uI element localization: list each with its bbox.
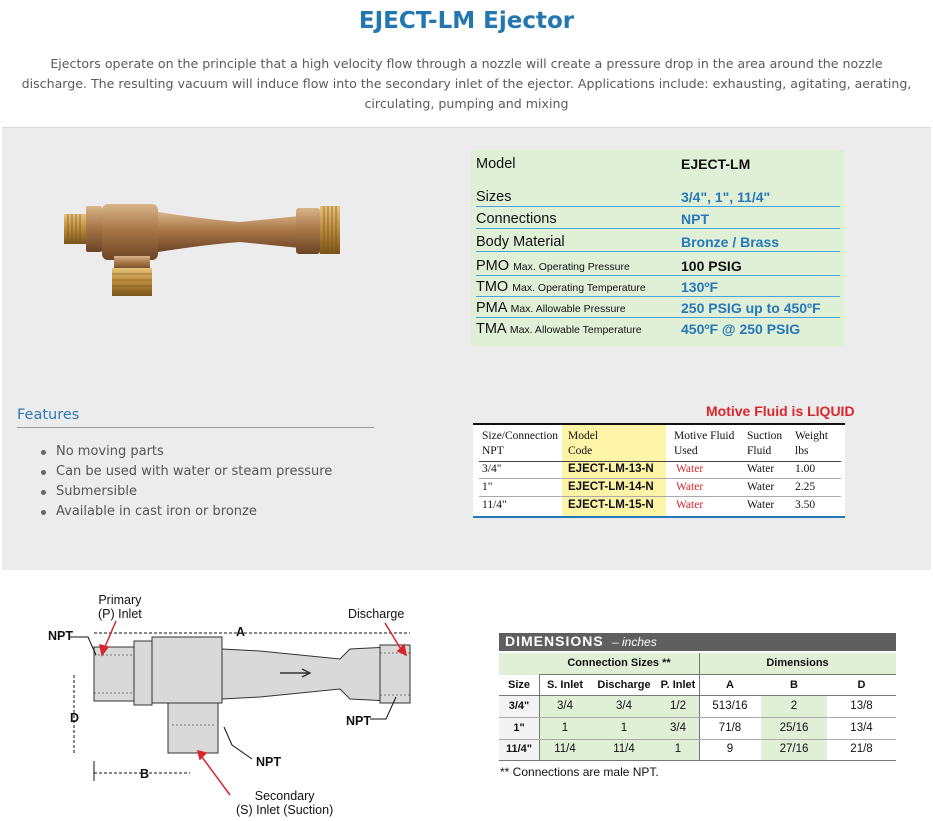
motive-fluid-title: Motive Fluid is LIQUID xyxy=(706,403,855,419)
spec-label: PMA xyxy=(476,300,507,316)
spec-row-tmo xyxy=(476,277,840,297)
cell: 3/4 xyxy=(616,700,632,712)
spec-label: PMO xyxy=(476,258,510,274)
cell: 13/4 xyxy=(850,722,873,734)
row-size: 1" xyxy=(482,481,493,493)
header-code: Model xyxy=(568,430,599,442)
row-size: 3/4" xyxy=(482,463,502,475)
spec-label: Model xyxy=(476,156,516,172)
npt-label-secondary: NPT xyxy=(256,755,281,769)
header-suction: Suction xyxy=(747,430,783,442)
cell: 1 xyxy=(561,722,569,734)
cell: 11/4" xyxy=(505,743,533,755)
row-weight: 2.25 xyxy=(795,481,816,493)
cell: 71/8 xyxy=(718,722,742,734)
dimensions-table xyxy=(499,633,896,761)
group-dimensions: Dimensions xyxy=(766,657,829,669)
spec-label: TMO xyxy=(476,279,509,295)
dimension-b-label: B xyxy=(140,767,150,781)
spec-row-tma xyxy=(476,319,840,339)
spec-table xyxy=(471,150,845,347)
spec-value: 100 PSIG xyxy=(681,258,742,274)
cell: 21/8 xyxy=(850,743,873,755)
row-suction: Water xyxy=(747,463,775,475)
row-fluid: Water xyxy=(676,499,704,511)
header-size-sub: NPT xyxy=(482,445,504,457)
dimension-diagram xyxy=(40,585,440,821)
group-connection-sizes: Connection Sizes ** xyxy=(567,657,671,669)
header-weight: Weight xyxy=(795,430,828,442)
dimension-d-label: D xyxy=(70,711,80,725)
dimensions-header xyxy=(499,633,896,651)
cell: 1 xyxy=(674,743,682,755)
col-a: A xyxy=(726,679,734,691)
col-s-inlet: S. Inlet xyxy=(546,679,584,691)
row-weight: 1.00 xyxy=(795,463,816,475)
header-suction-sub: Fluid xyxy=(747,445,772,457)
features-divider xyxy=(17,427,374,428)
spec-value: 3/4", 1", 11/4" xyxy=(681,189,771,205)
spec-row-pma xyxy=(476,298,840,318)
spec-label: Connections xyxy=(476,211,557,227)
col-p-inlet: P. Inlet xyxy=(660,679,696,691)
spec-value: 450ºF @ 250 PSIG xyxy=(681,321,801,337)
header-code-sub: Code xyxy=(568,445,593,457)
cell: 9 xyxy=(726,743,734,755)
row-fluid: Water xyxy=(676,481,704,493)
row-suction: Water xyxy=(747,481,775,493)
feature-item: Available in cast iron or bronze xyxy=(40,502,332,522)
spec-value: Bronze / Brass xyxy=(681,234,780,250)
col-d: D xyxy=(857,679,866,691)
primary-inlet-label: Primary (P) Inlet xyxy=(98,593,142,621)
col-b: B xyxy=(790,679,798,691)
spec-row-sizes xyxy=(476,187,840,207)
cell: 1/2 xyxy=(670,700,686,712)
discharge-label: Discharge xyxy=(348,607,405,621)
secondary-inlet-label: Secondary (S) Inlet (Suction) xyxy=(236,789,334,817)
cell: 11/4 xyxy=(554,743,576,755)
col-discharge: Discharge xyxy=(597,679,651,691)
spec-value: EJECT-LM xyxy=(681,156,751,172)
npt-label-discharge: NPT xyxy=(346,714,371,728)
features-list xyxy=(40,442,332,522)
spec-label: Body Material xyxy=(476,234,565,250)
cell: 2 xyxy=(790,700,798,712)
intro-paragraph: Ejectors operate on the principle that a high velocity flow through a nozzle will create a pressure drop in the area around the nozzle discharge. The resulting vacuum will induce flow into the secondary inlet of the ejector. Applications include: exhausting, agitating, aerating, circulating, pumping and mixing xyxy=(21,56,912,111)
header-weight-sub: lbs xyxy=(795,445,809,457)
row-code: EJECT-LM-14-N xyxy=(568,481,654,493)
spec-value: 130ºF xyxy=(681,279,719,295)
cell: 13/8 xyxy=(850,700,873,712)
motive-fluid-table xyxy=(473,423,845,518)
feature-item: Submersible xyxy=(40,482,332,502)
spec-value: NPT xyxy=(681,211,709,227)
spec-sublabel: Max. Allowable Temperature xyxy=(509,324,642,336)
ejector-product-image xyxy=(60,190,360,310)
row-code: EJECT-LM-15-N xyxy=(568,499,654,511)
cell: 25/16 xyxy=(779,722,809,734)
cell: 3/4 xyxy=(557,700,573,712)
npt-label-primary: NPT xyxy=(48,629,73,643)
dimension-a-label: A xyxy=(236,625,246,639)
spec-sublabel: Max. Allowable Pressure xyxy=(510,303,626,315)
spec-row-model xyxy=(476,154,840,174)
spec-sublabel: Max. Operating Temperature xyxy=(512,282,646,294)
spec-row-body-material xyxy=(476,232,840,252)
cell: 513/16 xyxy=(712,700,748,712)
dimensions-unit: – inches xyxy=(612,635,657,649)
feature-item: No moving parts xyxy=(40,442,332,462)
spec-sublabel: Max. Operating Pressure xyxy=(513,261,630,273)
cell: 3/4" xyxy=(508,700,530,712)
row-fluid: Water xyxy=(676,463,704,475)
page-title: EJECT-LM Ejector xyxy=(358,8,575,34)
row-suction: Water xyxy=(747,499,775,511)
row-weight: 3.50 xyxy=(795,499,816,511)
spec-label: TMA xyxy=(476,321,506,337)
cell: 1 xyxy=(620,722,628,734)
header-fluid: Motive Fluid xyxy=(674,430,735,442)
spec-row-connections xyxy=(476,209,840,229)
feature-item: Can be used with water or steam pressure xyxy=(40,462,332,482)
spec-value: 250 PSIG up to 450ºF xyxy=(681,300,821,316)
cell: 1" xyxy=(513,722,525,734)
features-heading: Features xyxy=(17,407,80,423)
dimensions-title: DIMENSIONS xyxy=(505,633,604,649)
cell: 11/4 xyxy=(613,743,635,755)
header-size: Size/Connection xyxy=(482,430,559,442)
cell: 3/4 xyxy=(670,722,686,734)
row-code: EJECT-LM-13-N xyxy=(568,463,654,475)
spec-label: Sizes xyxy=(476,189,512,205)
row-size: 11/4" xyxy=(482,499,507,511)
cell: 27/16 xyxy=(779,743,809,755)
spec-row-pmo xyxy=(476,256,840,276)
header-fluid-sub: Used xyxy=(674,445,698,457)
dimensions-note: ** Connections are male NPT. xyxy=(500,765,659,779)
col-size: Size xyxy=(507,679,530,691)
